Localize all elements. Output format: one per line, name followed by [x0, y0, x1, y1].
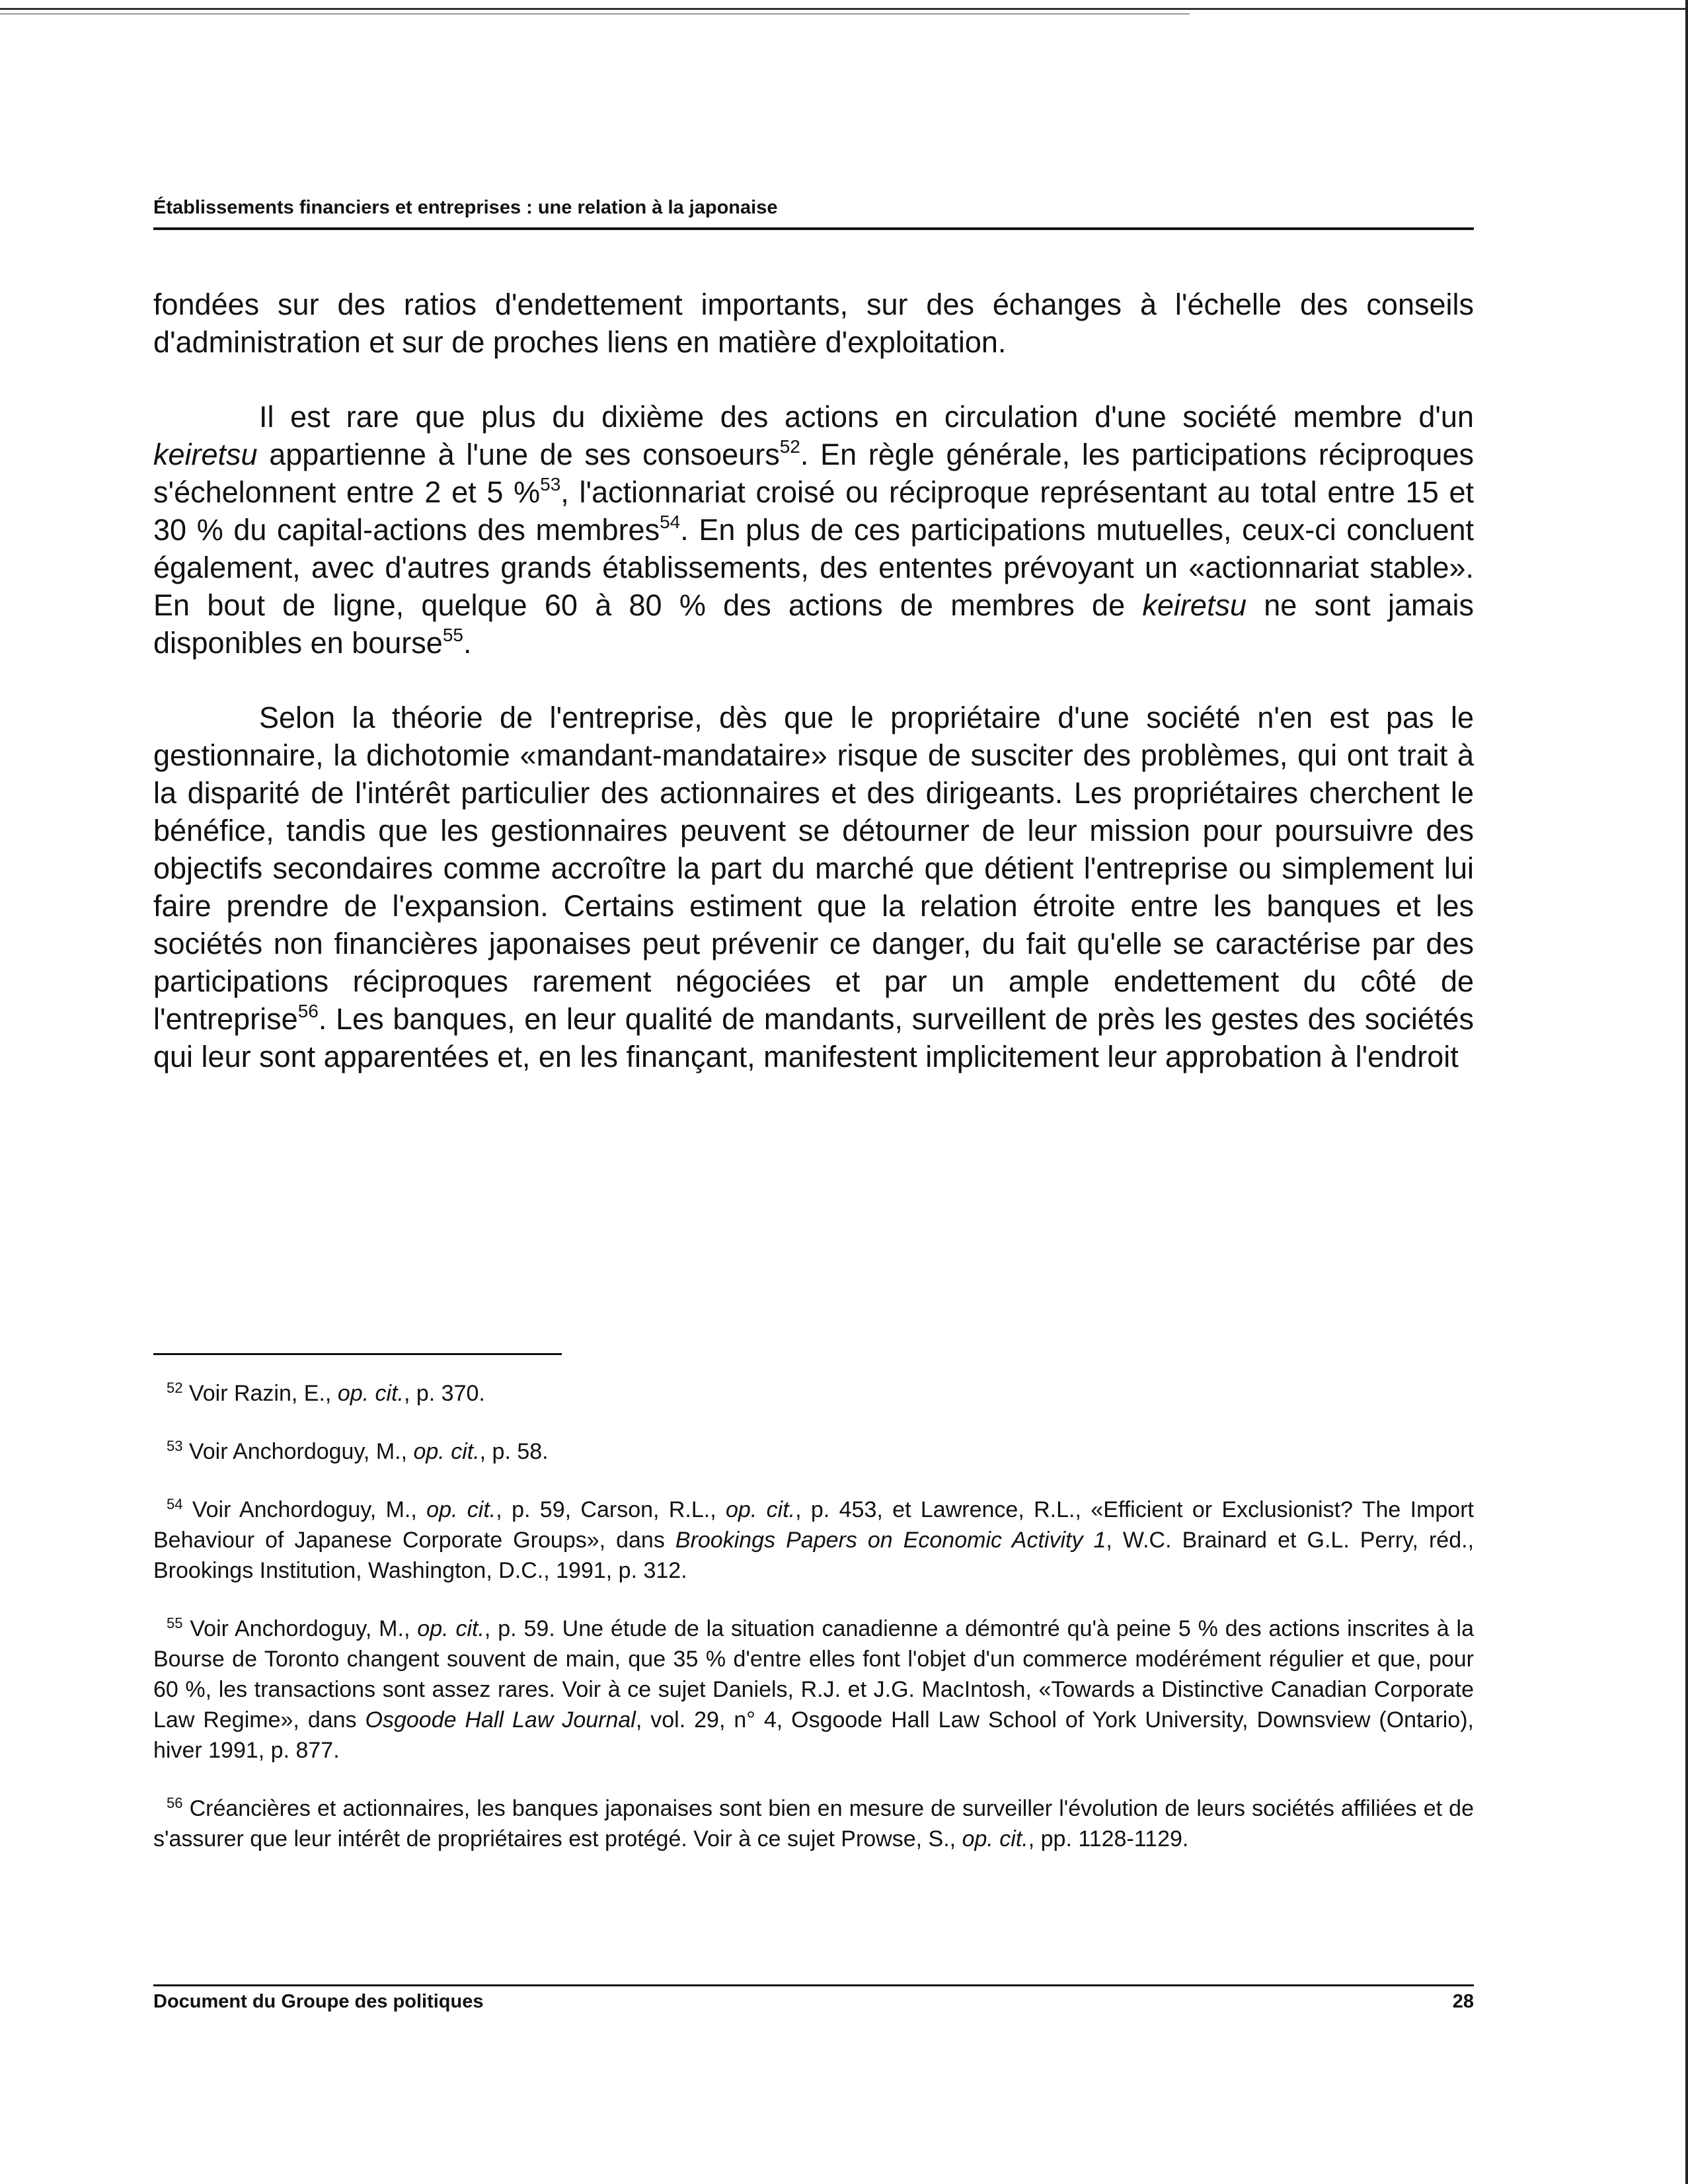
- scan-border-top: [0, 8, 1688, 10]
- text-run: , p. 453, et Lawrence, R.L., «Efficient or Exclusionist? The Import Behaviour of Japanese Corporate Groups», dans: [153, 1497, 1474, 1553]
- paragraph-2: [153, 398, 1474, 662]
- paragraph-1: [153, 286, 1474, 361]
- text-run: Créancières et actionnaires, les banques japonaises sont bien en mesure de surveiller l'évolution de leurs sociétés affiliées et de s'assurer que leur intérêt de propriétaires est protégé. Voir à ce sujet Prowse, S.,: [153, 1796, 1474, 1852]
- scan-border-right: [1685, 0, 1688, 2184]
- footnote-53: [153, 1436, 1474, 1467]
- text-run: . En plus de ces participations mutuelles, ceux-ci concluent également, avec d'autres grands établissements, des ententes prévoyant un «actionnariat stable». En bout de ligne, quelque 60 à 80 % des actions de membres de: [153, 513, 1474, 622]
- text-run: , p. 370.: [403, 1381, 485, 1406]
- running-footer: Document du Groupe des politiques: [153, 1991, 484, 2012]
- footnote-ref-55[interactable]: 55: [442, 625, 463, 645]
- footnote-ref-54[interactable]: 54: [660, 512, 681, 532]
- text-run: Voir Razin, E.,: [182, 1381, 338, 1406]
- running-header: Établissements financiers et entreprises : une relation à la japonaise: [153, 197, 778, 218]
- text-run: Voir Anchordoguy, M.,: [182, 1439, 414, 1464]
- text-run: , p. 59, Carson, R.L.,: [496, 1497, 726, 1522]
- italic-citation: op. cit.: [417, 1616, 484, 1641]
- italic-citation: op. cit.: [413, 1439, 480, 1464]
- text-run: , W.C. Brainard et G.L. Perry, réd., Brookings Institution, Washington, D.C., 1991, p. 312.: [153, 1528, 1475, 1583]
- scan-border-top-secondary: [0, 13, 1190, 15]
- text-run: ne sont jamais disponibles en bourse: [153, 588, 1474, 660]
- italic-citation: op. cit.: [426, 1497, 496, 1522]
- text-run: Selon la théorie de l'entreprise, dès que le propriétaire d'une société n'en est pas le gestionnaire, la dichotomie «mandant-mandataire» risque de susciter des problèmes, qui ont trait à la disparité de l'intérêt particulier des actionnaires et des dirigeants. Les propriétaires cherchent le bénéfice, tandis que les gestionnaires peuvent se détourner de leur mission pour poursuivre des objectifs secondaires comme accroître la part du marché que détient l'entreprise ou simplement lui faire prendre de l'expansion. Certains estiment que la relation étroite entre les banques et les sociétés non financières japonaises peut prévenir ce danger, du fait qu'elle se caractérise par des participations réciproques rarement négociées et par un ample endettement du côté de l'entreprise: [153, 701, 1474, 1036]
- header-rule: [153, 227, 1474, 230]
- italic-publication: Brookings Papers on Economic Activity 1: [675, 1528, 1106, 1553]
- paragraph-3: [153, 699, 1474, 1075]
- footer-rule: [153, 1984, 1474, 1986]
- text-run: Voir Anchordoguy, M.,: [182, 1497, 427, 1522]
- text-run: .: [463, 626, 472, 660]
- italic-citation: op. cit.: [726, 1497, 796, 1522]
- italic-publication: Osgoode Hall Law Journal: [365, 1707, 636, 1733]
- footnote-ref-56[interactable]: 56: [297, 1001, 319, 1021]
- footnotes: [153, 1378, 1474, 1882]
- footnote-ref-53[interactable]: 53: [540, 474, 561, 494]
- text-run: Voir Anchordoguy, M.,: [182, 1616, 418, 1641]
- footnote-number: 55: [167, 1615, 183, 1631]
- footnote-number: 54: [167, 1496, 183, 1512]
- footnote-number: 53: [167, 1438, 183, 1454]
- footnote-56: [153, 1793, 1474, 1854]
- main-text: [153, 286, 1474, 1112]
- text-run: Il est rare que plus du dixième des actions en circulation d'une société membre d'un: [259, 400, 1474, 434]
- footnote-55: [153, 1614, 1474, 1766]
- text-run: appartienne à l'une de ses consoeurs: [257, 438, 780, 471]
- footnote-54: [153, 1495, 1474, 1586]
- italic-citation: op. cit.: [962, 1826, 1028, 1852]
- paragraph-1-text: fondées sur des ratios d'endettement importants, sur des échanges à l'échelle des conseils d'administration et sur de proches liens en matière d'exploitation.: [153, 288, 1474, 359]
- text-run: . En règle générale, les participations réciproques s'échelonnent entre 2 et 5 %: [153, 438, 1474, 509]
- text-run: , pp. 1128-1129.: [1028, 1826, 1189, 1852]
- text-run: . Les banques, en leur qualité de mandants, surveillent de près les gestes des sociétés qui leur sont apparentées et, en les finançant, manifestent implicitement leur approbation à l'endroit: [153, 1002, 1474, 1073]
- footnote-52: [153, 1378, 1474, 1409]
- footnote-ref-52[interactable]: 52: [779, 436, 800, 457]
- italic-citation: op. cit.: [337, 1381, 404, 1406]
- italic-term: keiretsu: [1142, 588, 1247, 622]
- text-run: , p. 58.: [479, 1439, 549, 1464]
- footnote-number: 52: [167, 1380, 183, 1396]
- page-number: 28: [1452, 1991, 1474, 2012]
- text-run: , vol. 29, n° 4, Osgoode Hall Law School of York University, Downsview (Ontario), hiver 1991, p. 877.: [153, 1707, 1475, 1763]
- text-run: , l'actionnariat croisé ou réciproque représentant au total entre 15 et 30 % du capital-actions des membres: [153, 475, 1474, 547]
- italic-term: keiretsu: [153, 438, 258, 471]
- text-run: , p. 59. Une étude de la situation canadienne a démontré qu'à peine 5 % des actions inscrites à la Bourse de Toronto changent souvent de main, que 35 % d'entre elles font l'objet d'un commerce modérément régulier et que, pour 60 %, les transactions sont assez rares. Voir à ce sujet Daniels, R.J. et J.G. MacIntosh, «Towards a Distinctive Canadian Corporate Law Regime», dans: [153, 1616, 1474, 1733]
- footnote-number: 56: [167, 1795, 183, 1811]
- footnote-rule: [153, 1353, 562, 1355]
